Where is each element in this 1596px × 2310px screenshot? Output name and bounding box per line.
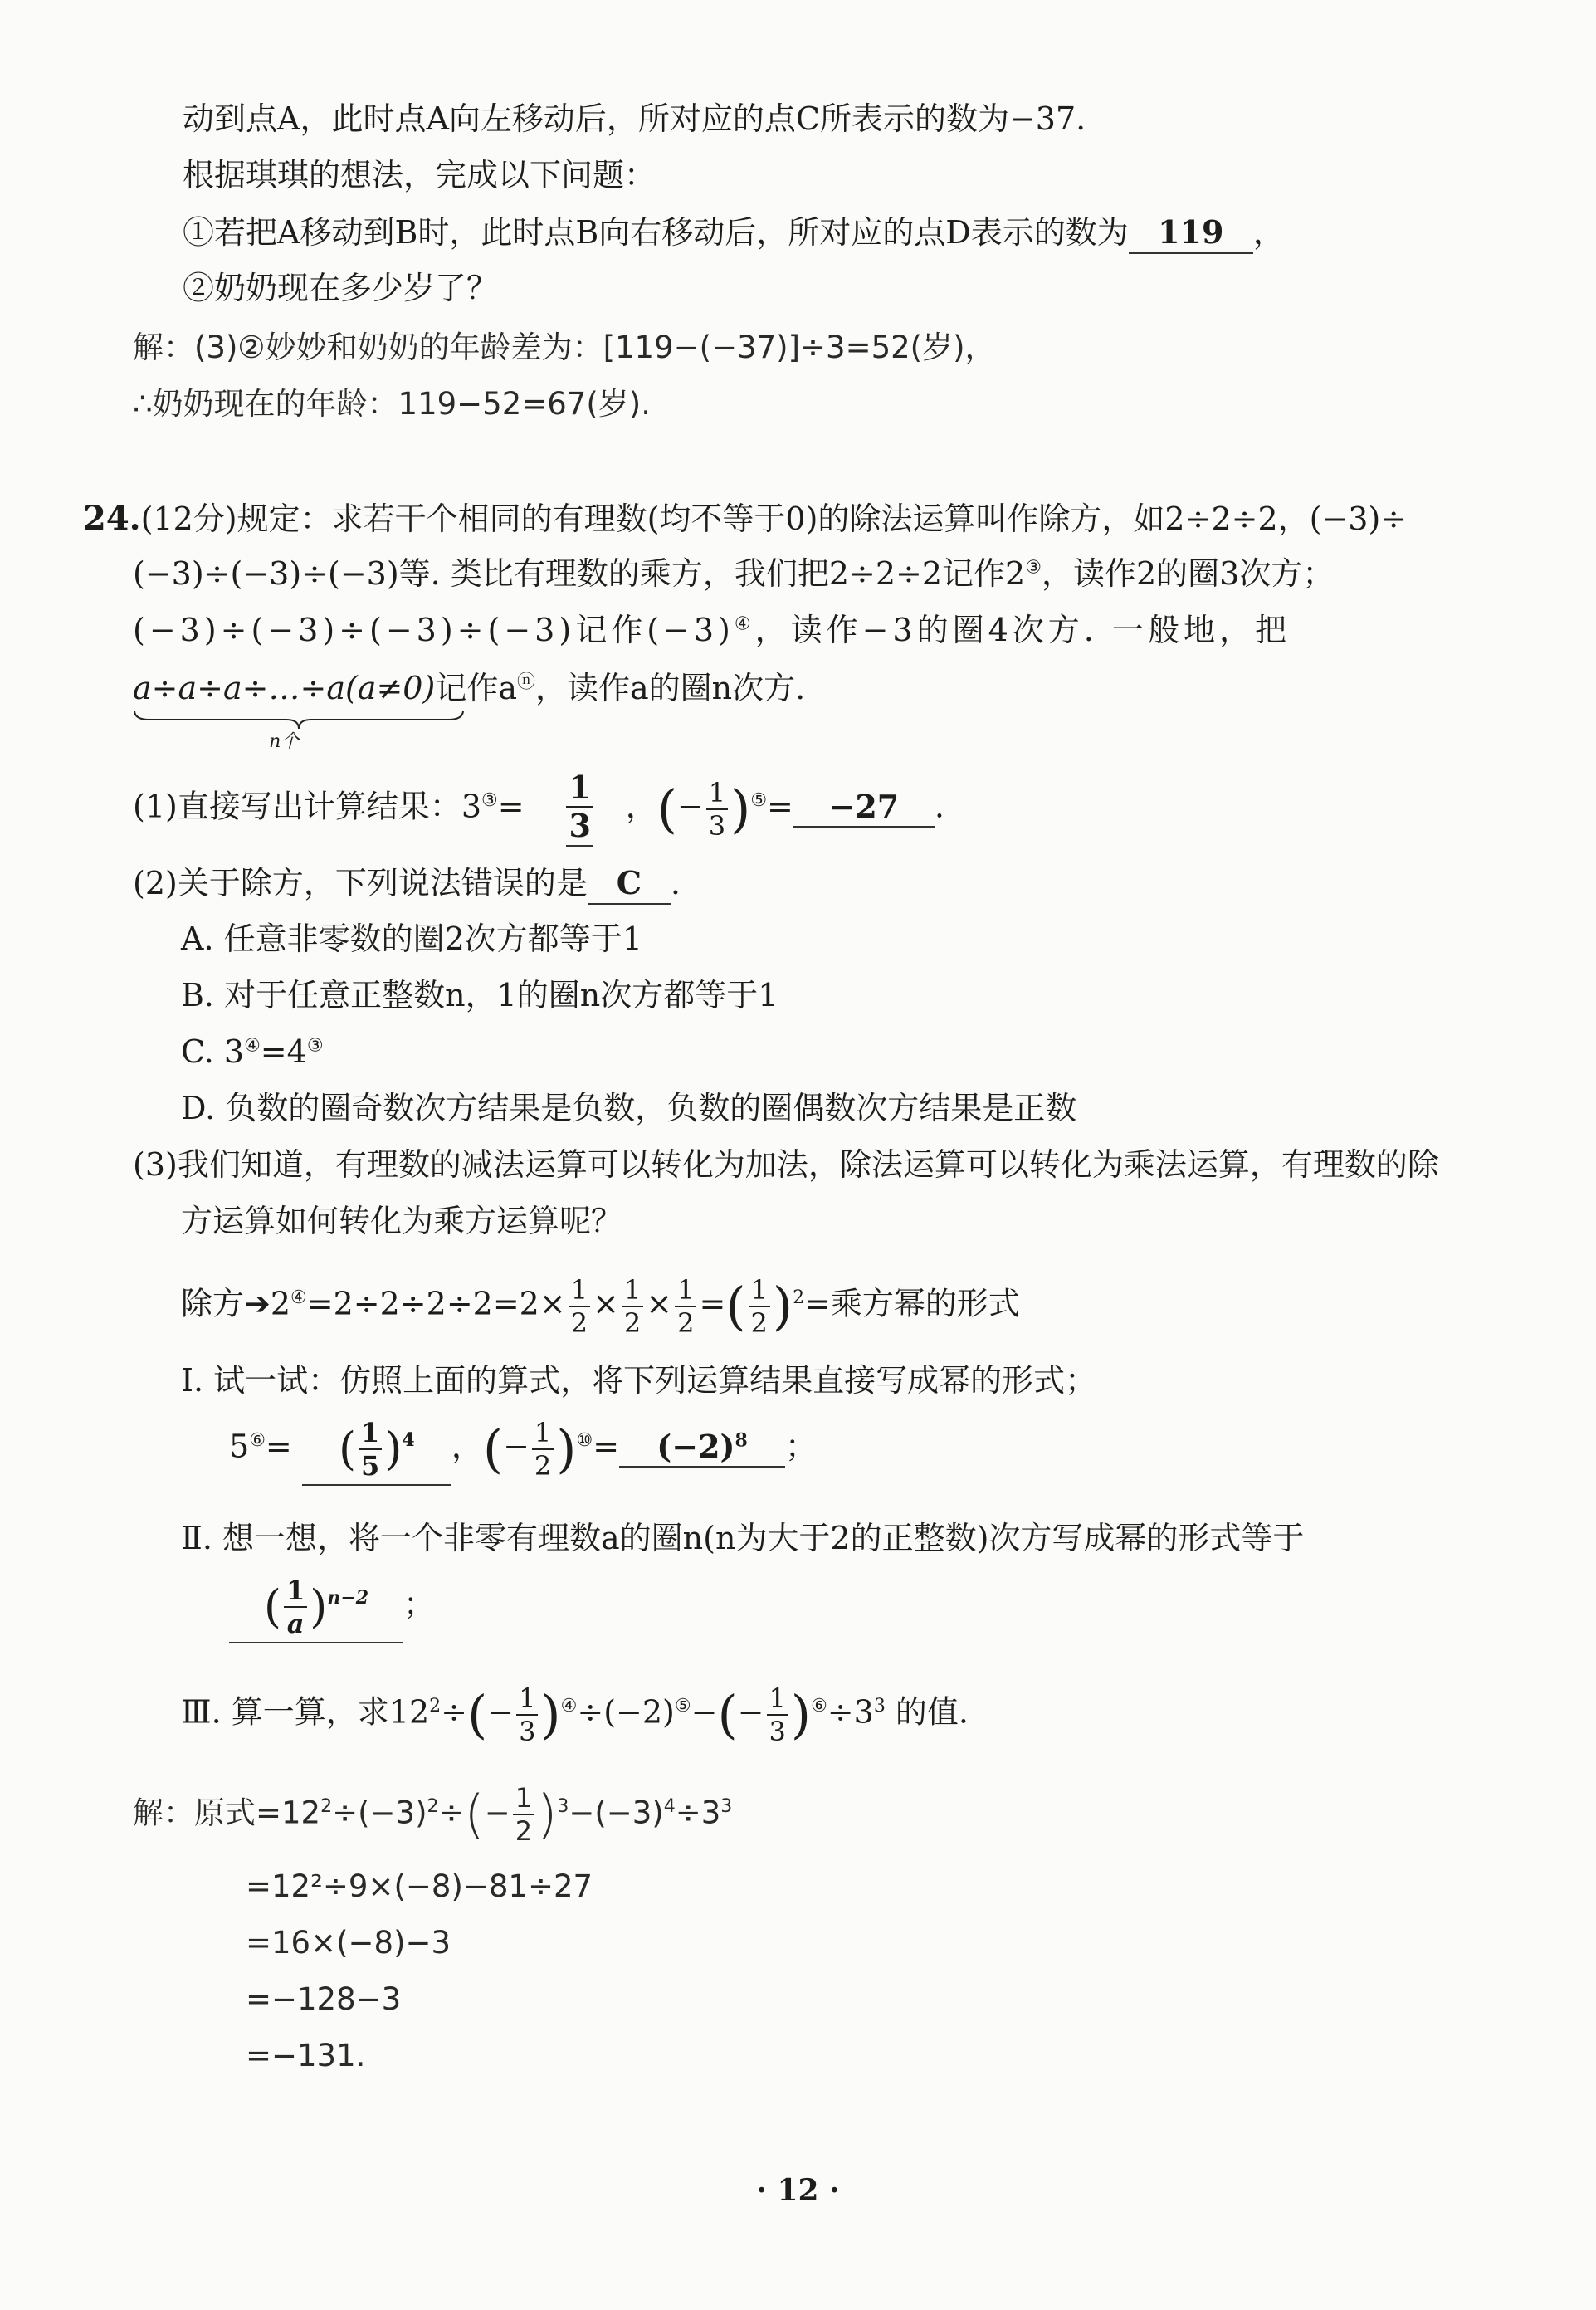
answer-blank: C <box>588 863 671 905</box>
question-24-line-4: a÷a÷a÷…÷a(a≠0) n个 记作aⓝ，读作a的圈n次方. <box>133 670 806 752</box>
text-line: 根据琪琪的想法，完成以下问题： <box>183 157 656 193</box>
brace-label: n个 <box>269 731 300 752</box>
answer-blank: ( $\frac{1}{5}$ )$^4$ <box>302 1419 451 1486</box>
answer-blank: $(-2)^8$ <box>619 1427 785 1468</box>
answer-blank: $\frac{1}{3}$ <box>534 772 626 847</box>
part-3-line-1: (3)我们知道，有理数的减法运算可以转化为加法，除法运算可以转化为乘法运算，有理数的除 <box>133 1146 1439 1183</box>
question-24-line-3: (−3)÷(−3)÷(−3)÷(−3)记作(−3)④，读作−3的圈4次方. 一般地，把 <box>133 612 1291 648</box>
example-line: 除方➔2④=2÷2÷2÷2=2× $\frac{1}{2}$ × $\frac{1}{2}$ × $\frac{1}{2}$ =( $\frac{1}{2}$ )$^2$=乘方幂的形式 <box>181 1274 1020 1339</box>
text-line: 动到点A，此时点A向左移动后，所对应的点C所表示的数为−37. <box>183 100 1086 137</box>
option-a: A. 任意非零数的圈2次方都等于1 <box>181 921 642 957</box>
answer-blank: ( $\frac{1}{a}$ )$^{n-2}$ <box>229 1577 403 1643</box>
underbrace-icon <box>133 709 465 730</box>
solution-line-3: =16×(−8)−3 <box>246 1925 451 1961</box>
option-d: D. 负数的圈奇数次方结果是负数，负数的圈偶数次方结果是正数 <box>181 1090 1077 1126</box>
solution-line-1: 解：原式$=12^2\div(-3)^2\div(-$ $\frac{1}{2}$ )$^3-(-3)^4\div 3^3$ <box>133 1782 733 1847</box>
underbrace-expression: a÷a÷a÷…÷a(a≠0) n个 <box>133 669 435 709</box>
solution-line-4: =−128−3 <box>246 1981 402 2017</box>
question-part-1: ①若把A移动到B时，此时点B向右移动后，所对应的点D表示的数为 119 ， <box>183 212 1285 254</box>
step-III-line: Ⅲ. 算一算，求$12^2\div(-$ $\frac{1}{3}$ )④÷(−2)⑤−(− $\frac{1}{3}$ )$^⑥\div 3^3$ 的值. <box>181 1682 969 1747</box>
question-24-line-2: (−3)÷(−3)÷(−3)等. 类比有理数的乘方，我们把2÷2÷2记作2③，读作2的圈3次方； <box>133 555 1335 592</box>
step-I-text: Ⅰ. 试一试：仿照上面的算式，将下列运算结果直接写成幂的形式； <box>181 1362 1097 1399</box>
part-1-line: (1)直接写出计算结果：3③= $\frac{1}{3}$ ，(− $\frac{1}{3}$ )⑤= −27 . <box>133 772 944 847</box>
part-3-line-2: 方运算如何转化为乘方运算呢？ <box>181 1203 623 1239</box>
solution-line-2: =12²÷9×(−8)−81÷27 <box>246 1868 593 1904</box>
option-b: B. 对于任意正整数n，1的圈n次方都等于1 <box>181 977 778 1013</box>
question-24-line-1: 24.(12分)规定：求若干个相同的有理数(均不等于0)的除法运算叫作除方，如2÷2÷2，(−3)÷ <box>83 499 1408 538</box>
answer-blank: 119 <box>1129 212 1253 254</box>
step-II-answer: ( $\frac{1}{a}$ )$^{n-2}$ ； <box>229 1577 435 1643</box>
step-II-text: Ⅱ. 想一想，将一个非零有理数a的圈n(n为大于2的正整数)次方写成幂的形式等于 <box>181 1520 1305 1556</box>
page-number: · 12 · <box>756 2173 840 2208</box>
solution-line-5: =−131. <box>246 2038 366 2073</box>
option-c: C. 3④=4③ <box>181 1033 324 1070</box>
question-part-2: ②奶奶现在多少岁了？ <box>183 270 499 306</box>
part-2-line: (2)关于除方，下列说法错误的是 C . <box>133 863 681 905</box>
solution-line: ∴奶奶现在的年龄：119−52=67(岁). <box>133 386 651 422</box>
step-I-line: 5⑥= ( $\frac{1}{5}$ )$^4$ ，(− $\frac{1}{2}$ )$^⑩= (-2)^8$ ； <box>229 1419 817 1486</box>
solution-line: 解：(3)②妙妙和奶奶的年龄差为：[119−(−37)]÷3=52(岁)， <box>133 330 996 365</box>
answer-blank: −27 <box>793 787 935 828</box>
question-number: 24. <box>83 499 141 538</box>
